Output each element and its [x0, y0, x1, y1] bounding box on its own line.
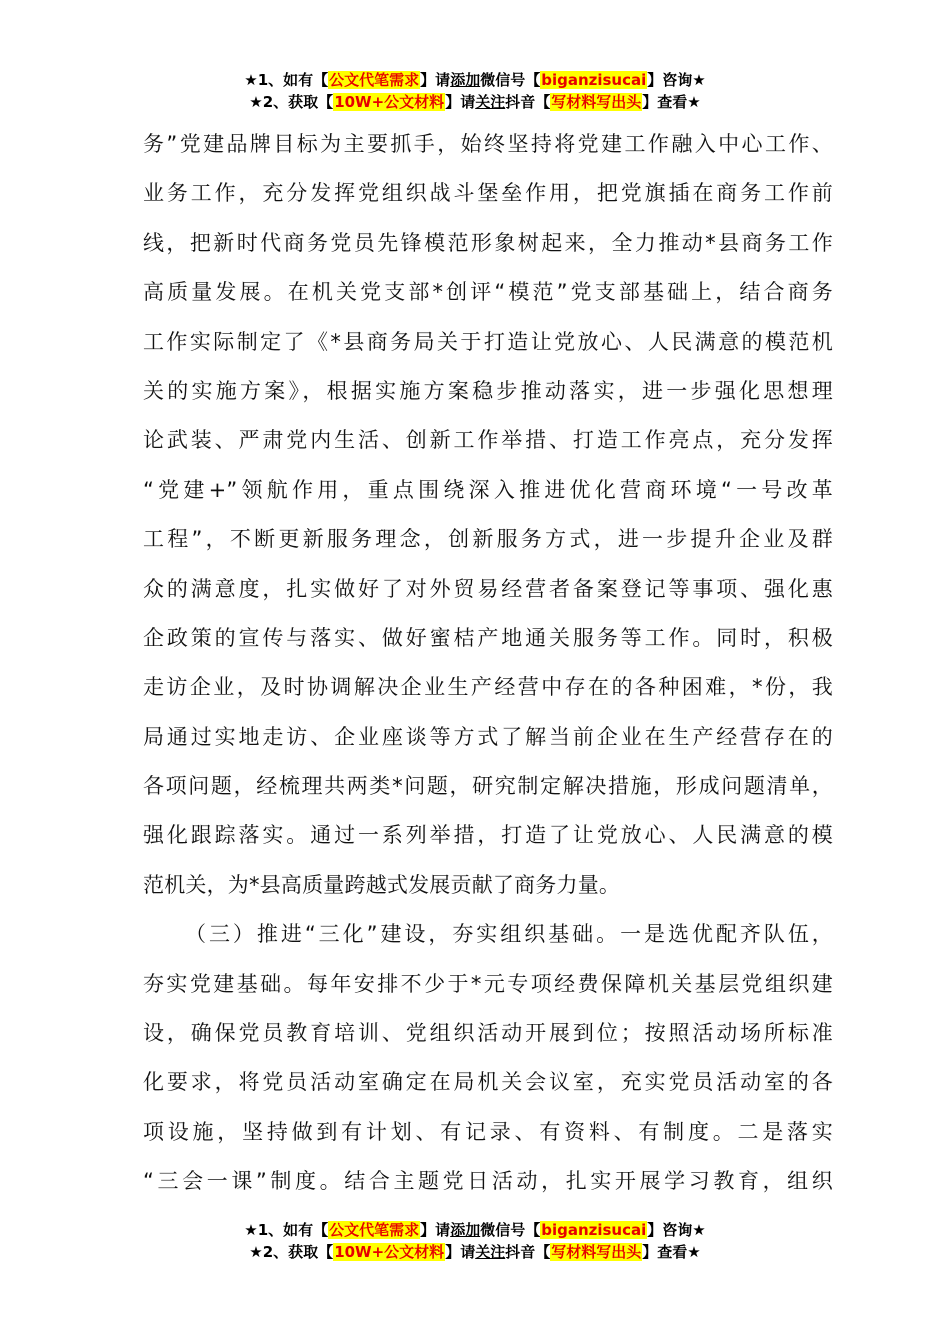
douyin-account: 写材料写出头: [551, 1243, 642, 1261]
banner-text: ★1、如有【: [244, 1221, 329, 1239]
banner-text: 抖音【: [505, 93, 551, 111]
paragraph-line: 范机关，为*县高质量跨越式发展贡献了商务力量。: [143, 872, 621, 897]
paragraph-line: 务”党建品牌目标为主要抓手，始终坚持将党建工作融入中心工作、: [143, 132, 833, 156]
banner-line-2: [0, 91, 950, 113]
banner-text: 】请: [445, 93, 476, 111]
paragraph-line: 论武装、严肃党内生活、创新工作举措、打造工作亮点，充分发挥: [143, 428, 833, 453]
paragraph-line: 众的满意度，扎实做好了对外贸易经营者备案登记等事项、强化惠: [143, 576, 833, 601]
banner-text: 】咨询★: [647, 71, 706, 89]
emphasis-text: 关注: [475, 93, 506, 111]
paragraph-line: “党建+”领航作用，重点围绕深入推进优化营商环境“一号改革: [143, 477, 833, 502]
header-banner: [0, 69, 950, 113]
wechat-id: biganzisucai: [541, 1221, 647, 1239]
banner-line-1: [0, 69, 950, 91]
paragraph-line: 关的实施方案》，根据实施方案稳步推动落实，进一步强化思想理: [143, 378, 833, 403]
paragraph-line: 项设施，坚持做到有计划、有记录、有资料、有制度。二是落实: [143, 1119, 833, 1144]
document-body: [143, 124, 833, 1211]
banner-line-1: [0, 1219, 950, 1241]
wechat-id: biganzisucai: [541, 71, 647, 89]
banner-text: ★2、获取【: [249, 1243, 334, 1261]
paragraph-line: 走访企业，及时协调解决企业生产经营中存在的各种困难，*份，我: [143, 675, 833, 700]
banner-line-2: [0, 1241, 950, 1263]
banner-text: 】查看★: [642, 93, 701, 111]
paragraph-line: 强化跟踪落实。通过一系列举措，打造了让党放心、人民满意的模: [143, 823, 833, 848]
highlight-label: 公文代笔需求: [329, 1221, 420, 1239]
paragraph-line: 企政策的宣传与落实、做好蜜桔产地通关服务等工作。同时，积极: [143, 625, 833, 650]
banner-text: ★1、如有【: [244, 71, 329, 89]
highlight-label: 10W+公文材料: [334, 93, 445, 111]
paragraph-line: 各项问题，经梳理共两类*问题，研究制定解决措施，形成问题清单，: [143, 774, 833, 799]
douyin-account: 写材料写出头: [551, 93, 642, 111]
banner-text: 微信号【: [480, 1221, 541, 1239]
paragraph-line: 设，确保党员教育培训、党组织活动开展到位；按照活动场所标准: [143, 1021, 833, 1046]
paragraph-line: 化要求，将党员活动室确定在局机关会议室，充实党员活动室的各: [143, 1070, 833, 1095]
highlight-label: 10W+公文材料: [334, 1243, 445, 1261]
banner-text: 】咨询★: [647, 1221, 706, 1239]
highlight-label: 公文代笔需求: [329, 71, 420, 89]
banner-text: 】请: [420, 1221, 451, 1239]
paragraph-line: 工作实际制定了《*县商务局关于打造让党放心、人民满意的模范机: [143, 329, 833, 354]
paragraph-line: 业务工作，充分发挥党组织战斗堡垒作用，把党旗插在商务工作前: [143, 181, 833, 206]
paragraph-line: “三会一课”制度。结合主题党日活动，扎实开展学习教育，组织: [143, 1169, 833, 1194]
emphasis-text: 关注: [475, 1243, 506, 1261]
paragraph-line: 局通过实地走访、企业座谈等方式了解当前企业在生产经营存在的: [143, 724, 833, 749]
banner-text: 微信号【: [480, 71, 541, 89]
banner-text: 】请: [420, 71, 451, 89]
banner-text: ★2、获取【: [249, 93, 334, 111]
paragraph-line: 工程”，不断更新服务理念，创新服务方式，进一步提升企业及群: [143, 527, 833, 552]
section-heading-line: （三）推进“三化”建设，夯实组织基础。一是选优配齐队伍，: [185, 922, 833, 947]
footer-banner: [0, 1219, 950, 1263]
banner-text: 抖音【: [505, 1243, 551, 1261]
emphasis-text: 添加: [450, 71, 481, 89]
banner-text: 】请: [445, 1243, 476, 1261]
paragraph-line: 线，把新时代商务党员先锋模范形象树起来，全力推动*县商务工作: [143, 230, 833, 255]
paragraph-line: 高质量发展。在机关党支部*创评“模范”党支部基础上，结合商务: [143, 280, 833, 305]
banner-text: 】查看★: [642, 1243, 701, 1261]
emphasis-text: 添加: [450, 1221, 481, 1239]
paragraph-line: 夯实党建基础。每年安排不少于*元专项经费保障机关基层党组织建: [143, 971, 833, 996]
